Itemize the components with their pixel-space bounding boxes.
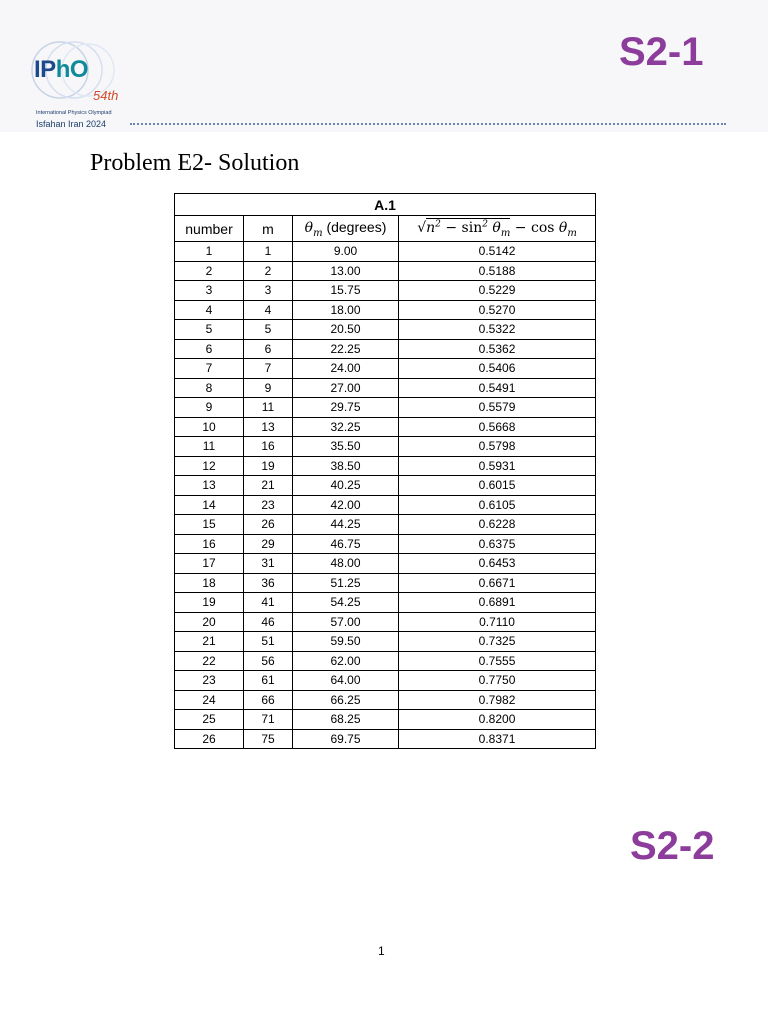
cell-theta: 40.25	[293, 476, 399, 496]
cell-m: 11	[244, 398, 293, 418]
table-body	[175, 242, 596, 749]
table-row	[175, 242, 596, 262]
cell-theta: 57.00	[293, 612, 399, 632]
cell-m: 13	[244, 417, 293, 437]
cell-value: 0.8371	[399, 729, 596, 749]
cell-value: 0.5798	[399, 437, 596, 457]
cell-m: 7	[244, 359, 293, 379]
ipho-logo	[30, 36, 130, 132]
cell-m: 66	[244, 690, 293, 710]
cell-number: 18	[175, 573, 244, 593]
cell-m: 51	[244, 632, 293, 652]
cell-value: 0.5362	[399, 339, 596, 359]
cell-number: 4	[175, 300, 244, 320]
header-dotted-divider	[130, 123, 726, 125]
table-row	[175, 554, 596, 574]
table-row	[175, 339, 596, 359]
cell-value: 0.5188	[399, 261, 596, 281]
cell-value: 0.5931	[399, 456, 596, 476]
cell-theta: 44.25	[293, 515, 399, 535]
cell-value: 0.5406	[399, 359, 596, 379]
table-row	[175, 534, 596, 554]
cell-value: 0.6105	[399, 495, 596, 515]
table-row	[175, 495, 596, 515]
table-row	[175, 729, 596, 749]
logo-edition: 54th	[93, 88, 119, 103]
cell-theta: 66.25	[293, 690, 399, 710]
cell-m: 6	[244, 339, 293, 359]
cell-theta: 68.25	[293, 710, 399, 730]
cell-theta: 69.75	[293, 729, 399, 749]
table-row	[175, 300, 596, 320]
cell-m: 2	[244, 261, 293, 281]
cell-number: 9	[175, 398, 244, 418]
table-row	[175, 437, 596, 457]
cell-value: 0.6015	[399, 476, 596, 496]
cell-m: 26	[244, 515, 293, 535]
cell-theta: 38.50	[293, 456, 399, 476]
cell-number: 5	[175, 320, 244, 340]
cell-number: 11	[175, 437, 244, 457]
cell-value: 0.5668	[399, 417, 596, 437]
cell-value: 0.7555	[399, 651, 596, 671]
table-row	[175, 398, 596, 418]
header-m: m	[244, 216, 293, 242]
cell-value: 0.5579	[399, 398, 596, 418]
cell-value: 0.6891	[399, 593, 596, 613]
cell-number: 26	[175, 729, 244, 749]
cell-m: 23	[244, 495, 293, 515]
cell-m: 29	[244, 534, 293, 554]
cell-m: 56	[244, 651, 293, 671]
cell-theta: 46.75	[293, 534, 399, 554]
cell-number: 1	[175, 242, 244, 262]
cell-number: 20	[175, 612, 244, 632]
cell-theta: 13.00	[293, 261, 399, 281]
cell-theta: 48.00	[293, 554, 399, 574]
cell-number: 25	[175, 710, 244, 730]
table-row	[175, 320, 596, 340]
cell-value: 0.6453	[399, 554, 596, 574]
cell-number: 16	[175, 534, 244, 554]
cell-m: 75	[244, 729, 293, 749]
cell-theta: 22.25	[293, 339, 399, 359]
cell-value: 0.6375	[399, 534, 596, 554]
cell-theta: 9.00	[293, 242, 399, 262]
header-theta-unit: (degrees)	[326, 218, 387, 235]
cell-theta: 35.50	[293, 437, 399, 457]
table-caption: A.1	[175, 194, 596, 216]
cell-theta: 54.25	[293, 593, 399, 613]
section-label-top: S2-1	[619, 30, 704, 74]
section-label-bottom: S2-2	[630, 824, 715, 868]
cell-m: 61	[244, 671, 293, 691]
table-row	[175, 456, 596, 476]
cell-value: 0.5322	[399, 320, 596, 340]
cell-number: 2	[175, 261, 244, 281]
cell-number: 8	[175, 378, 244, 398]
formula-expression: $√n^2 - \sin^2 \theta_m - \cos \theta_m$	[417, 218, 577, 239]
cell-number: 7	[175, 359, 244, 379]
cell-theta: 62.00	[293, 651, 399, 671]
logo-location: Isfahan Iran 2024	[36, 119, 107, 129]
table-row	[175, 710, 596, 730]
header-formula	[399, 216, 596, 242]
cell-theta: 27.00	[293, 378, 399, 398]
table-header-row	[175, 216, 596, 242]
cell-value: 0.6671	[399, 573, 596, 593]
cell-number: 3	[175, 281, 244, 301]
table-row	[175, 671, 596, 691]
cell-number: 21	[175, 632, 244, 652]
table-caption-row	[175, 194, 596, 216]
cell-theta: 18.00	[293, 300, 399, 320]
cell-number: 24	[175, 690, 244, 710]
header-number: number	[175, 216, 244, 242]
cell-value: 0.7325	[399, 632, 596, 652]
cell-number: 15	[175, 515, 244, 535]
table-row	[175, 281, 596, 301]
cell-m: 9	[244, 378, 293, 398]
table-row	[175, 417, 596, 437]
solution-table	[174, 193, 596, 749]
cell-m: 21	[244, 476, 293, 496]
cell-value: 0.5491	[399, 378, 596, 398]
table-row	[175, 261, 596, 281]
cell-number: 6	[175, 339, 244, 359]
table-row	[175, 476, 596, 496]
cell-theta: 59.50	[293, 632, 399, 652]
cell-value: 0.7982	[399, 690, 596, 710]
cell-m: 41	[244, 593, 293, 613]
cell-m: 4	[244, 300, 293, 320]
table-row	[175, 359, 596, 379]
cell-number: 19	[175, 593, 244, 613]
cell-number: 12	[175, 456, 244, 476]
cell-theta: 20.50	[293, 320, 399, 340]
cell-m: 46	[244, 612, 293, 632]
table-row	[175, 573, 596, 593]
table-row	[175, 651, 596, 671]
cell-number: 17	[175, 554, 244, 574]
cell-theta: 64.00	[293, 671, 399, 691]
logo-subtitle: International Physics Olympiad	[36, 110, 112, 116]
cell-theta: 51.25	[293, 573, 399, 593]
table-row	[175, 378, 596, 398]
cell-value: 0.5142	[399, 242, 596, 262]
cell-theta: 24.00	[293, 359, 399, 379]
cell-value: 0.5270	[399, 300, 596, 320]
cell-m: 3	[244, 281, 293, 301]
cell-value: 0.7110	[399, 612, 596, 632]
header-theta: $\theta_m$ (degrees)	[293, 216, 399, 242]
cell-value: 0.8200	[399, 710, 596, 730]
table-row	[175, 515, 596, 535]
cell-m: 1	[244, 242, 293, 262]
page-header	[0, 0, 768, 132]
cell-number: 10	[175, 417, 244, 437]
cell-m: 71	[244, 710, 293, 730]
cell-m: 36	[244, 573, 293, 593]
cell-number: 13	[175, 476, 244, 496]
page-title: Problem E2- Solution	[90, 150, 300, 176]
cell-theta: 15.75	[293, 281, 399, 301]
cell-value: 0.7750	[399, 671, 596, 691]
cell-number: 23	[175, 671, 244, 691]
cell-m: 5	[244, 320, 293, 340]
table-row	[175, 593, 596, 613]
cell-m: 16	[244, 437, 293, 457]
cell-value: 0.6228	[399, 515, 596, 535]
cell-number: 14	[175, 495, 244, 515]
table-row	[175, 632, 596, 652]
table-row	[175, 690, 596, 710]
cell-m: 31	[244, 554, 293, 574]
cell-m: 19	[244, 456, 293, 476]
cell-value: 0.5229	[399, 281, 596, 301]
cell-number: 22	[175, 651, 244, 671]
cell-theta: 32.25	[293, 417, 399, 437]
cell-theta: 29.75	[293, 398, 399, 418]
logo-wordmark: IPhO	[34, 56, 89, 83]
table-row	[175, 612, 596, 632]
cell-theta: 42.00	[293, 495, 399, 515]
page-number: 1	[378, 944, 385, 958]
